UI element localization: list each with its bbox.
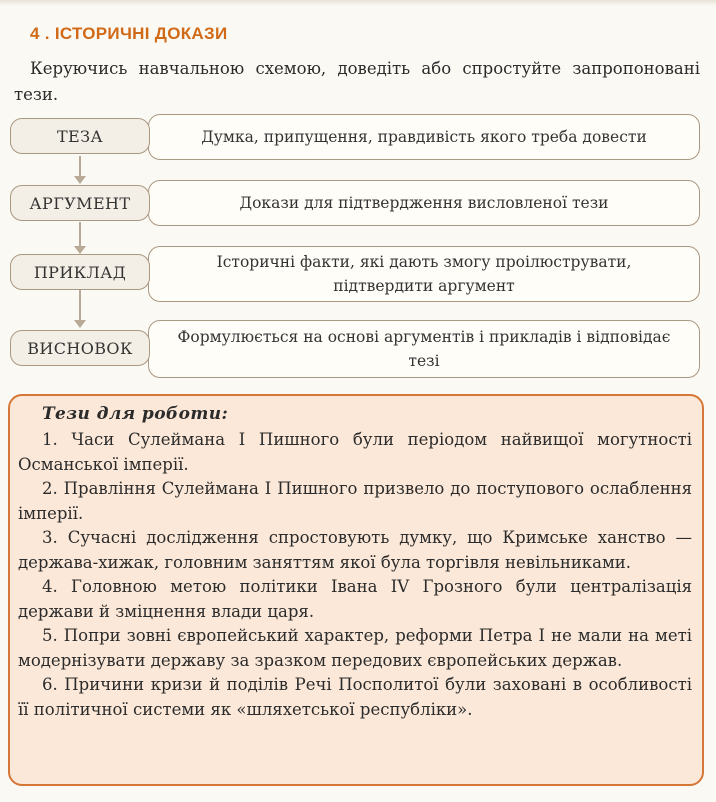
theses-title: Тези для роботи:	[42, 404, 229, 424]
conclusion-term: ВИСНОВОК	[27, 338, 133, 358]
section-title: 4 . ІСТОРИЧНІ ДОКАЗИ	[30, 24, 228, 43]
thesis-definition: Думка, припущення, правдивість якого треба довести	[201, 128, 647, 146]
thesis-definition-box	[148, 114, 700, 160]
thesis-item: 4. Головною метою політики Івана IV Грозного були централізація держави й зміцнення влади царя.	[18, 577, 692, 621]
thesis-term: ТЕЗА	[56, 126, 104, 146]
connector-line	[79, 156, 81, 176]
scheme-diagram	[0, 0, 716, 400]
connector-line	[79, 290, 81, 320]
conclusion-definition: Формулюється на основі аргументів і прикладів і відповідає тезі	[177, 328, 671, 370]
thesis-item: 3. Сучасні дослідження спростовують думку, що Кримське ханство — держава-хижак, головним заняттям якої була торгівля невільниками.	[18, 528, 692, 572]
thesis-item: 2. Правління Сулеймана І Пишного призвело до поступового ослаблення імперії.	[18, 479, 692, 523]
example-term: ПРИКЛАД	[33, 262, 127, 282]
thesis-item: 6. Причини кризи й поділів Речі Посполитої були заховані в особливості її політичної системи як «шляхетської республіки».	[18, 675, 692, 719]
example-definition: Історичні факти, які дають змогу проілюструвати, підтвердити аргумент	[216, 253, 632, 295]
thesis-term-box	[10, 118, 150, 154]
example-term-box	[10, 254, 150, 290]
arrow-down-icon	[74, 320, 86, 328]
example-definition-box	[148, 246, 700, 302]
conclusion-term-box	[10, 330, 150, 366]
theses-list	[18, 428, 692, 722]
thesis-item: 5. Попри зовні європейський характер, реформи Петра І не мали на меті модернізувати державу за зразком передових європейських держав.	[18, 626, 692, 670]
argument-definition-box	[148, 180, 700, 226]
argument-term-box	[10, 185, 150, 221]
connector-line	[79, 222, 81, 246]
conclusion-definition-box	[148, 320, 700, 378]
arrow-down-icon	[74, 176, 86, 184]
instruction-text: Керуючись навчальною схемою, доведіть або спростуйте запропоновані тези.	[14, 59, 700, 104]
argument-term: АРГУМЕНТ	[29, 193, 131, 213]
thesis-item: 1. Часи Сулеймана І Пишного були періодом найвищої могутності Османської імперії.	[18, 430, 692, 474]
arrow-down-icon	[74, 246, 86, 254]
argument-definition: Докази для підтвердження висловленої тези	[239, 194, 609, 212]
